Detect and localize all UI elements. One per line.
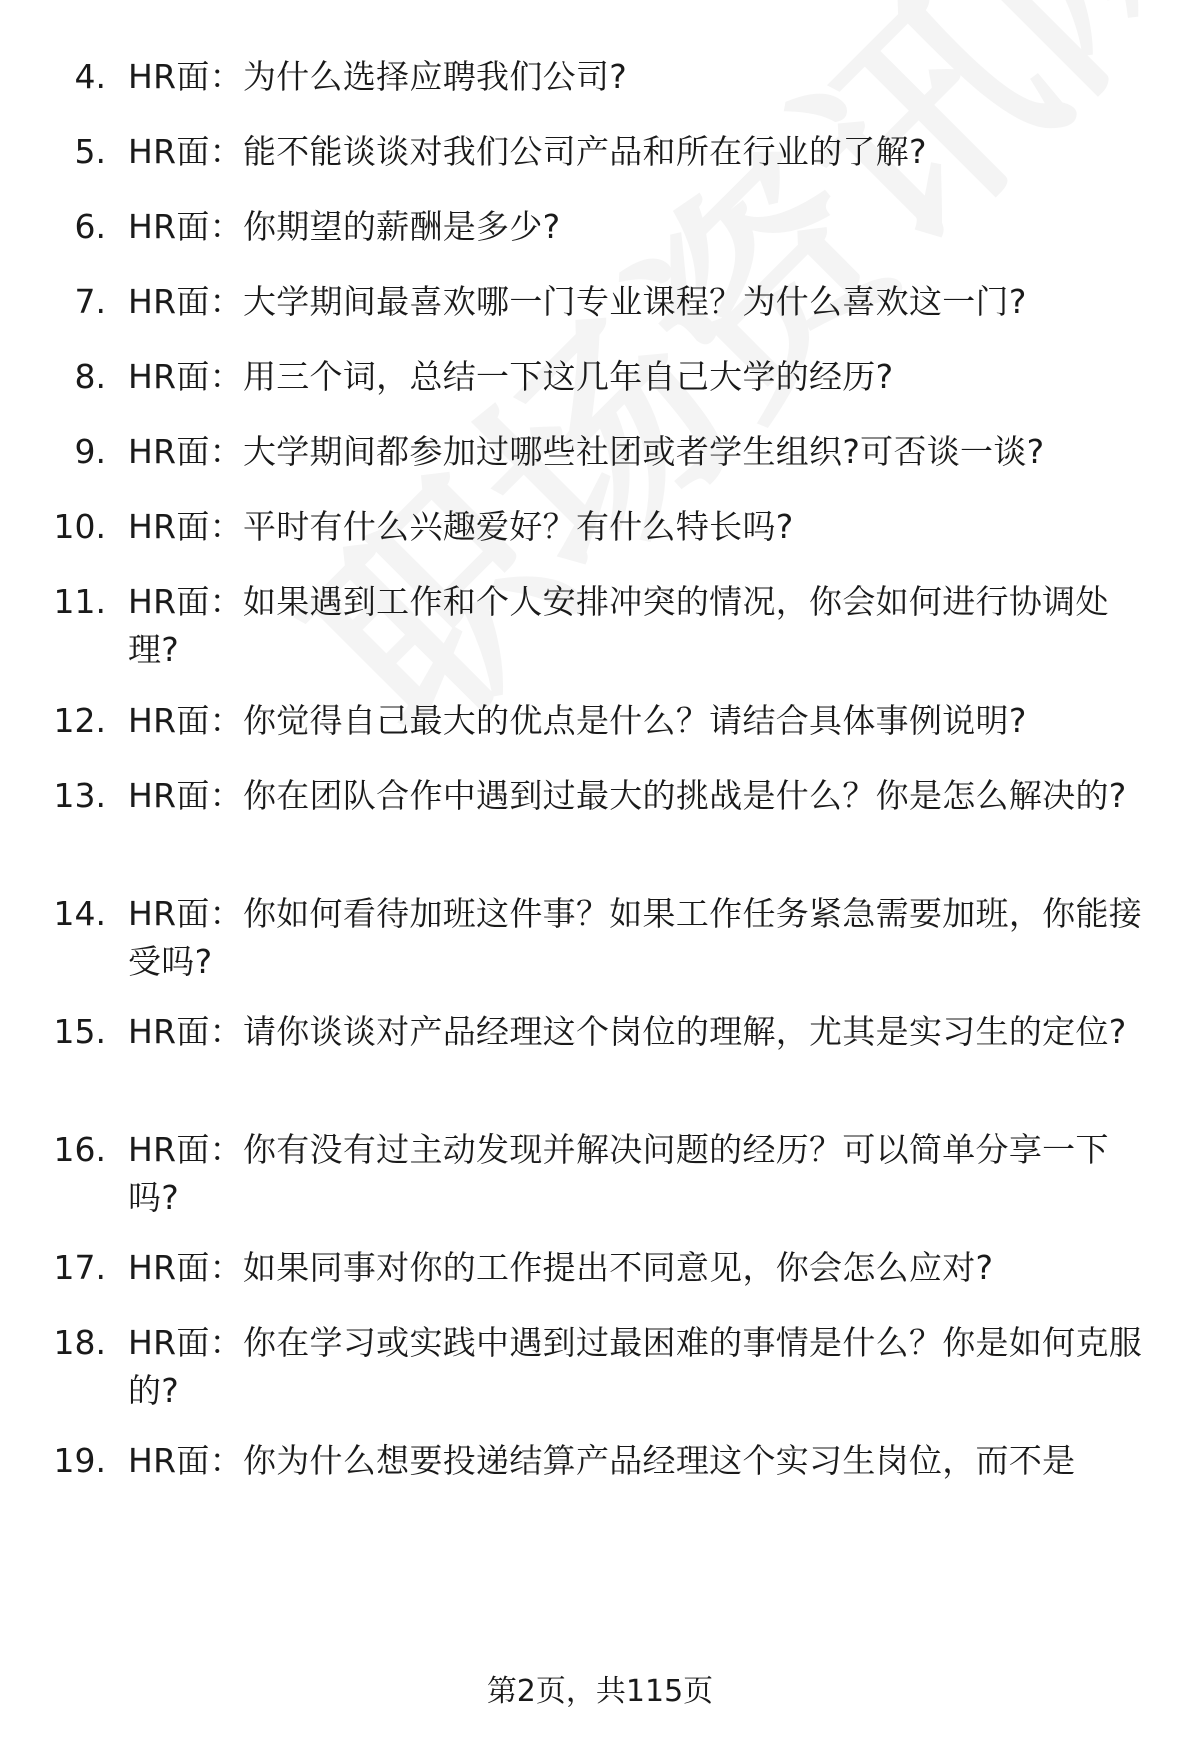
item-number: 5. — [74, 132, 106, 171]
item-text: HR面：能不能谈谈对我们公司产品和所在行业的了解? — [128, 132, 927, 171]
item-number: 19. — [53, 1441, 106, 1480]
item-number: 7. — [74, 282, 106, 321]
item-text: HR面：你在学习或实践中遇到过最困难的事情是什么？你是如何克服的? — [128, 1323, 1143, 1410]
item-number: 4. — [74, 57, 106, 96]
item-number: 8. — [74, 357, 106, 396]
item-number: 14. — [53, 894, 106, 933]
item-number: 15. — [53, 1012, 106, 1051]
item-text: HR面：如果遇到工作和个人安排冲突的情况，你会如何进行协调处理? — [128, 582, 1109, 669]
page-footer: 第2页，共115页 — [486, 1674, 714, 1709]
item-number: 6. — [74, 207, 106, 246]
item-text: HR面：平时有什么兴趣爱好？有什么特长吗? — [128, 507, 794, 546]
item-number: 12. — [53, 701, 106, 740]
item-text: HR面：你有没有过主动发现并解决问题的经历？可以简单分享一下吗? — [128, 1130, 1109, 1217]
item-number: 18. — [53, 1323, 106, 1362]
item-number: 10. — [53, 507, 106, 546]
item-text: HR面：大学期间都参加过哪些社团或者学生组织?可否谈一谈? — [128, 432, 1045, 471]
item-text: HR面：请你谈谈对产品经理这个岗位的理解，尤其是实习生的定位? — [128, 1012, 1127, 1051]
item-number: 13. — [53, 776, 106, 815]
item-text: HR面：用三个词，总结一下这几年自己大学的经历? — [128, 357, 894, 396]
item-text: HR面：你如何看待加班这件事？如果工作任务紧急需要加班，你能接受吗? — [128, 894, 1143, 981]
item-number: 11. — [53, 582, 106, 621]
item-text: HR面：如果同事对你的工作提出不同意见，你会怎么应对? — [128, 1248, 994, 1287]
item-text: HR面：你在团队合作中遇到过最大的挑战是什么？你是怎么解决的? — [128, 776, 1127, 815]
item-number: 16. — [53, 1130, 106, 1169]
item-text: HR面：你期望的薪酬是多少? — [128, 207, 561, 246]
item-text: HR面：为什么选择应聘我们公司? — [128, 57, 628, 96]
item-number: 17. — [53, 1248, 106, 1287]
item-text: HR面：你为什么想要投递结算产品经理这个实习生岗位，而不是 — [128, 1441, 1076, 1480]
item-text: HR面：大学期间最喜欢哪一门专业课程？为什么喜欢这一门? — [128, 282, 1027, 321]
item-number: 9. — [74, 432, 106, 471]
item-text: HR面：你觉得自己最大的优点是什么？请结合具体事例说明? — [128, 701, 1027, 740]
